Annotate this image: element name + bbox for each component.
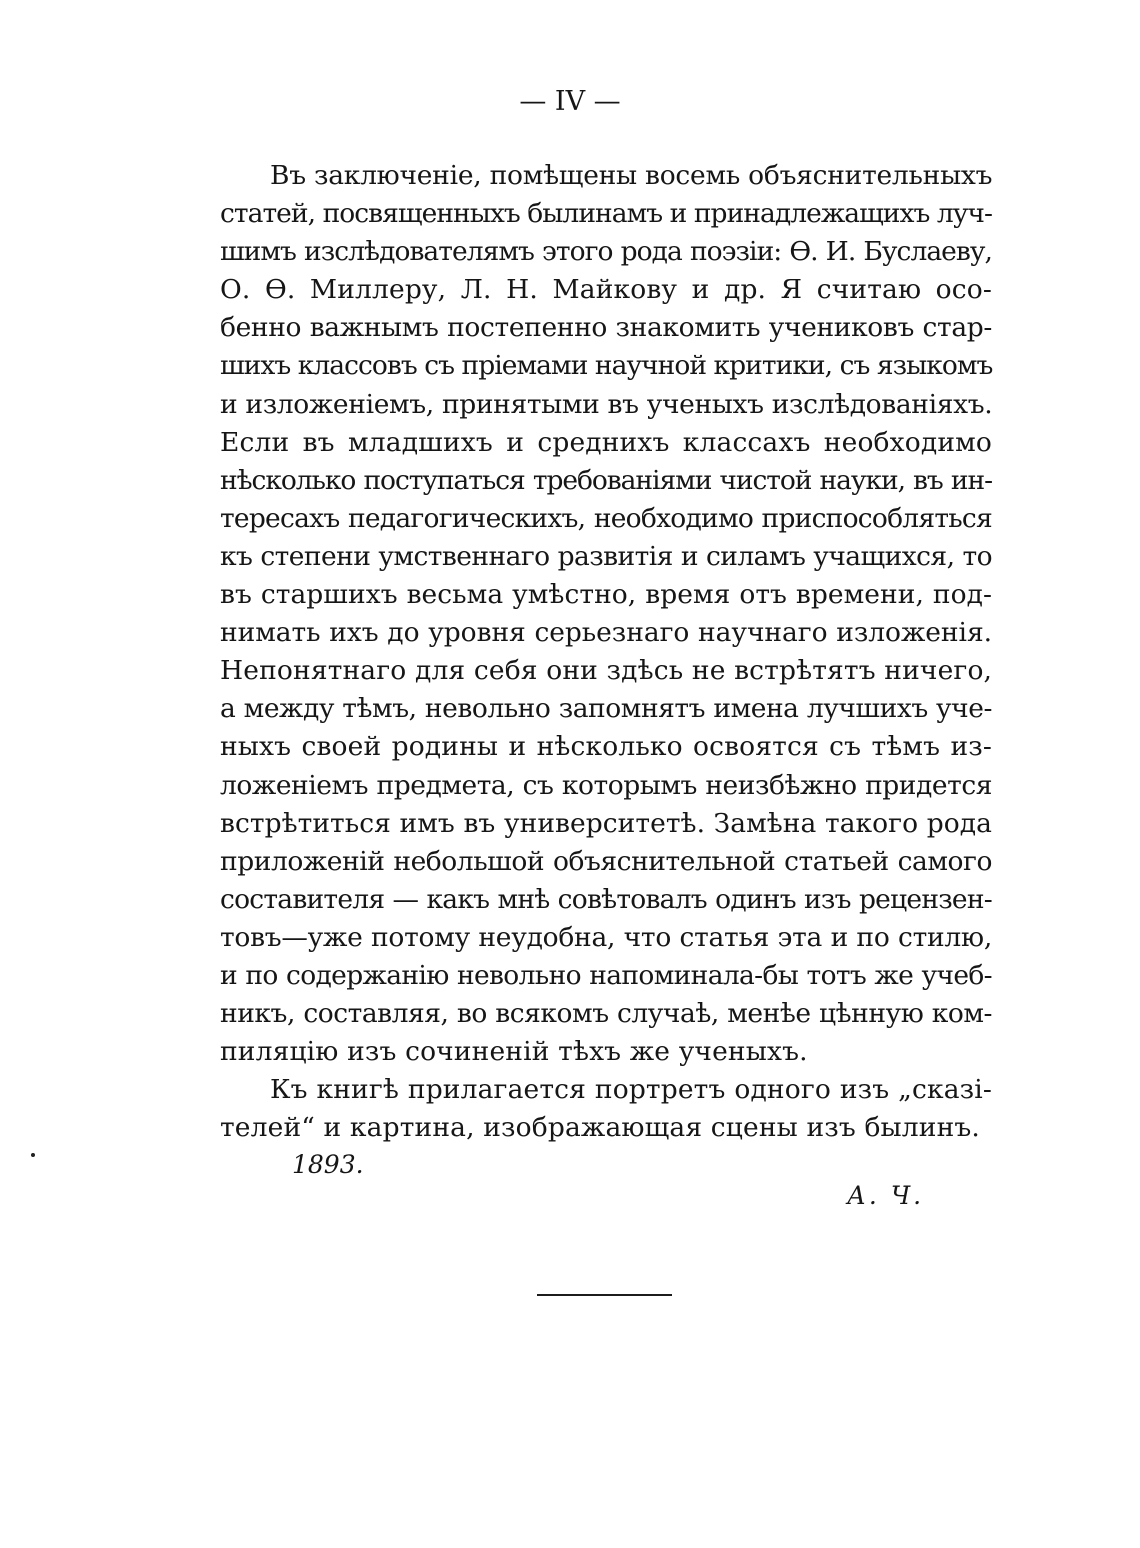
- text-line: О. Ѳ. Миллеру, Л. Н. Майкову и др. Я считаю осо-: [220, 274, 992, 306]
- text-line: пиляцію изъ сочиненій тѣхъ же ученыхъ.: [220, 1036, 808, 1068]
- closing-rule: [537, 1294, 672, 1296]
- text-line: составителя — какъ мнѣ совѣтовалъ одинъ изъ рецензен-: [220, 883, 992, 915]
- text-line: ложеніемъ предмета, съ которымъ неизбѣжно придется: [220, 769, 992, 801]
- paragraph-attachments: [220, 1071, 992, 1147]
- text-line: тересахъ педагогическихъ, необходимо приспособляться: [220, 502, 992, 534]
- body-text: [220, 157, 992, 1147]
- text-line: никъ, составляя, во всякомъ случаѣ, менѣе цѣнную ком-: [220, 998, 992, 1030]
- text-line: въ старшихъ весьма умѣстно, время отъ времени, под-: [220, 579, 992, 611]
- text-line: телей“ и картина, изображающая сцены изъ былинъ.: [220, 1112, 980, 1144]
- text-line: Непонятнаго для себя они здѣсь не встрѣтятъ ничего,: [220, 655, 993, 687]
- text-line: шимъ изслѣдователямъ этого рода поэзіи: Ѳ. И. Буслаеву,: [220, 236, 992, 268]
- text-line: бенно важнымъ постепенно знакомить учениковъ стар-: [220, 312, 992, 344]
- text-line: нимать ихъ до уровня серьезнаго научнаго изложенія.: [220, 617, 992, 649]
- page-number: — IV —: [519, 86, 621, 117]
- text-line: приложеній небольшой объяснительной статьей самого: [220, 845, 992, 877]
- author-signature: А. Ч.: [847, 1181, 925, 1210]
- text-line: Къ книгѣ прилагается портретъ одного изъ „сказі-: [270, 1074, 992, 1106]
- text-line: Если въ младшихъ и среднихъ классахъ необходимо: [220, 426, 992, 458]
- text-line: шихъ классовъ съ пріемами научной критики, съ языкомъ: [220, 350, 993, 382]
- text-line: ныхъ своей родины и нѣсколько освоятся съ тѣмъ из-: [220, 731, 992, 763]
- text-line: статей, посвященныхъ былинамъ и принадлежащихъ луч-: [220, 198, 992, 230]
- print-speck: [31, 1153, 35, 1157]
- text-line: и по содержанію невольно напоминала-бы тотъ же учеб-: [220, 959, 992, 991]
- text-line: нѣсколько поступаться требованіями чистой науки, въ ин-: [220, 464, 992, 496]
- text-line: товъ—уже потому неудобна, что статья эта и по стилю,: [220, 921, 992, 953]
- text-line: къ степени умственнаго развитія и силамъ учащихся, то: [220, 540, 992, 572]
- paragraph-conclusion: [220, 157, 992, 1071]
- text-line: Въ заключеніе, помѣщены восемь объяснительныхъ: [270, 160, 993, 191]
- text-line: и изложеніемъ, принятыми въ ученыхъ изслѣдованіяхъ.: [220, 388, 993, 420]
- text-line: а между тѣмъ, невольно запомнятъ имена лучшихъ уче-: [220, 693, 992, 725]
- text-line: встрѣтиться имъ въ университетѣ. Замѣна такого рода: [220, 807, 992, 839]
- publication-year: 1893.: [292, 1150, 364, 1179]
